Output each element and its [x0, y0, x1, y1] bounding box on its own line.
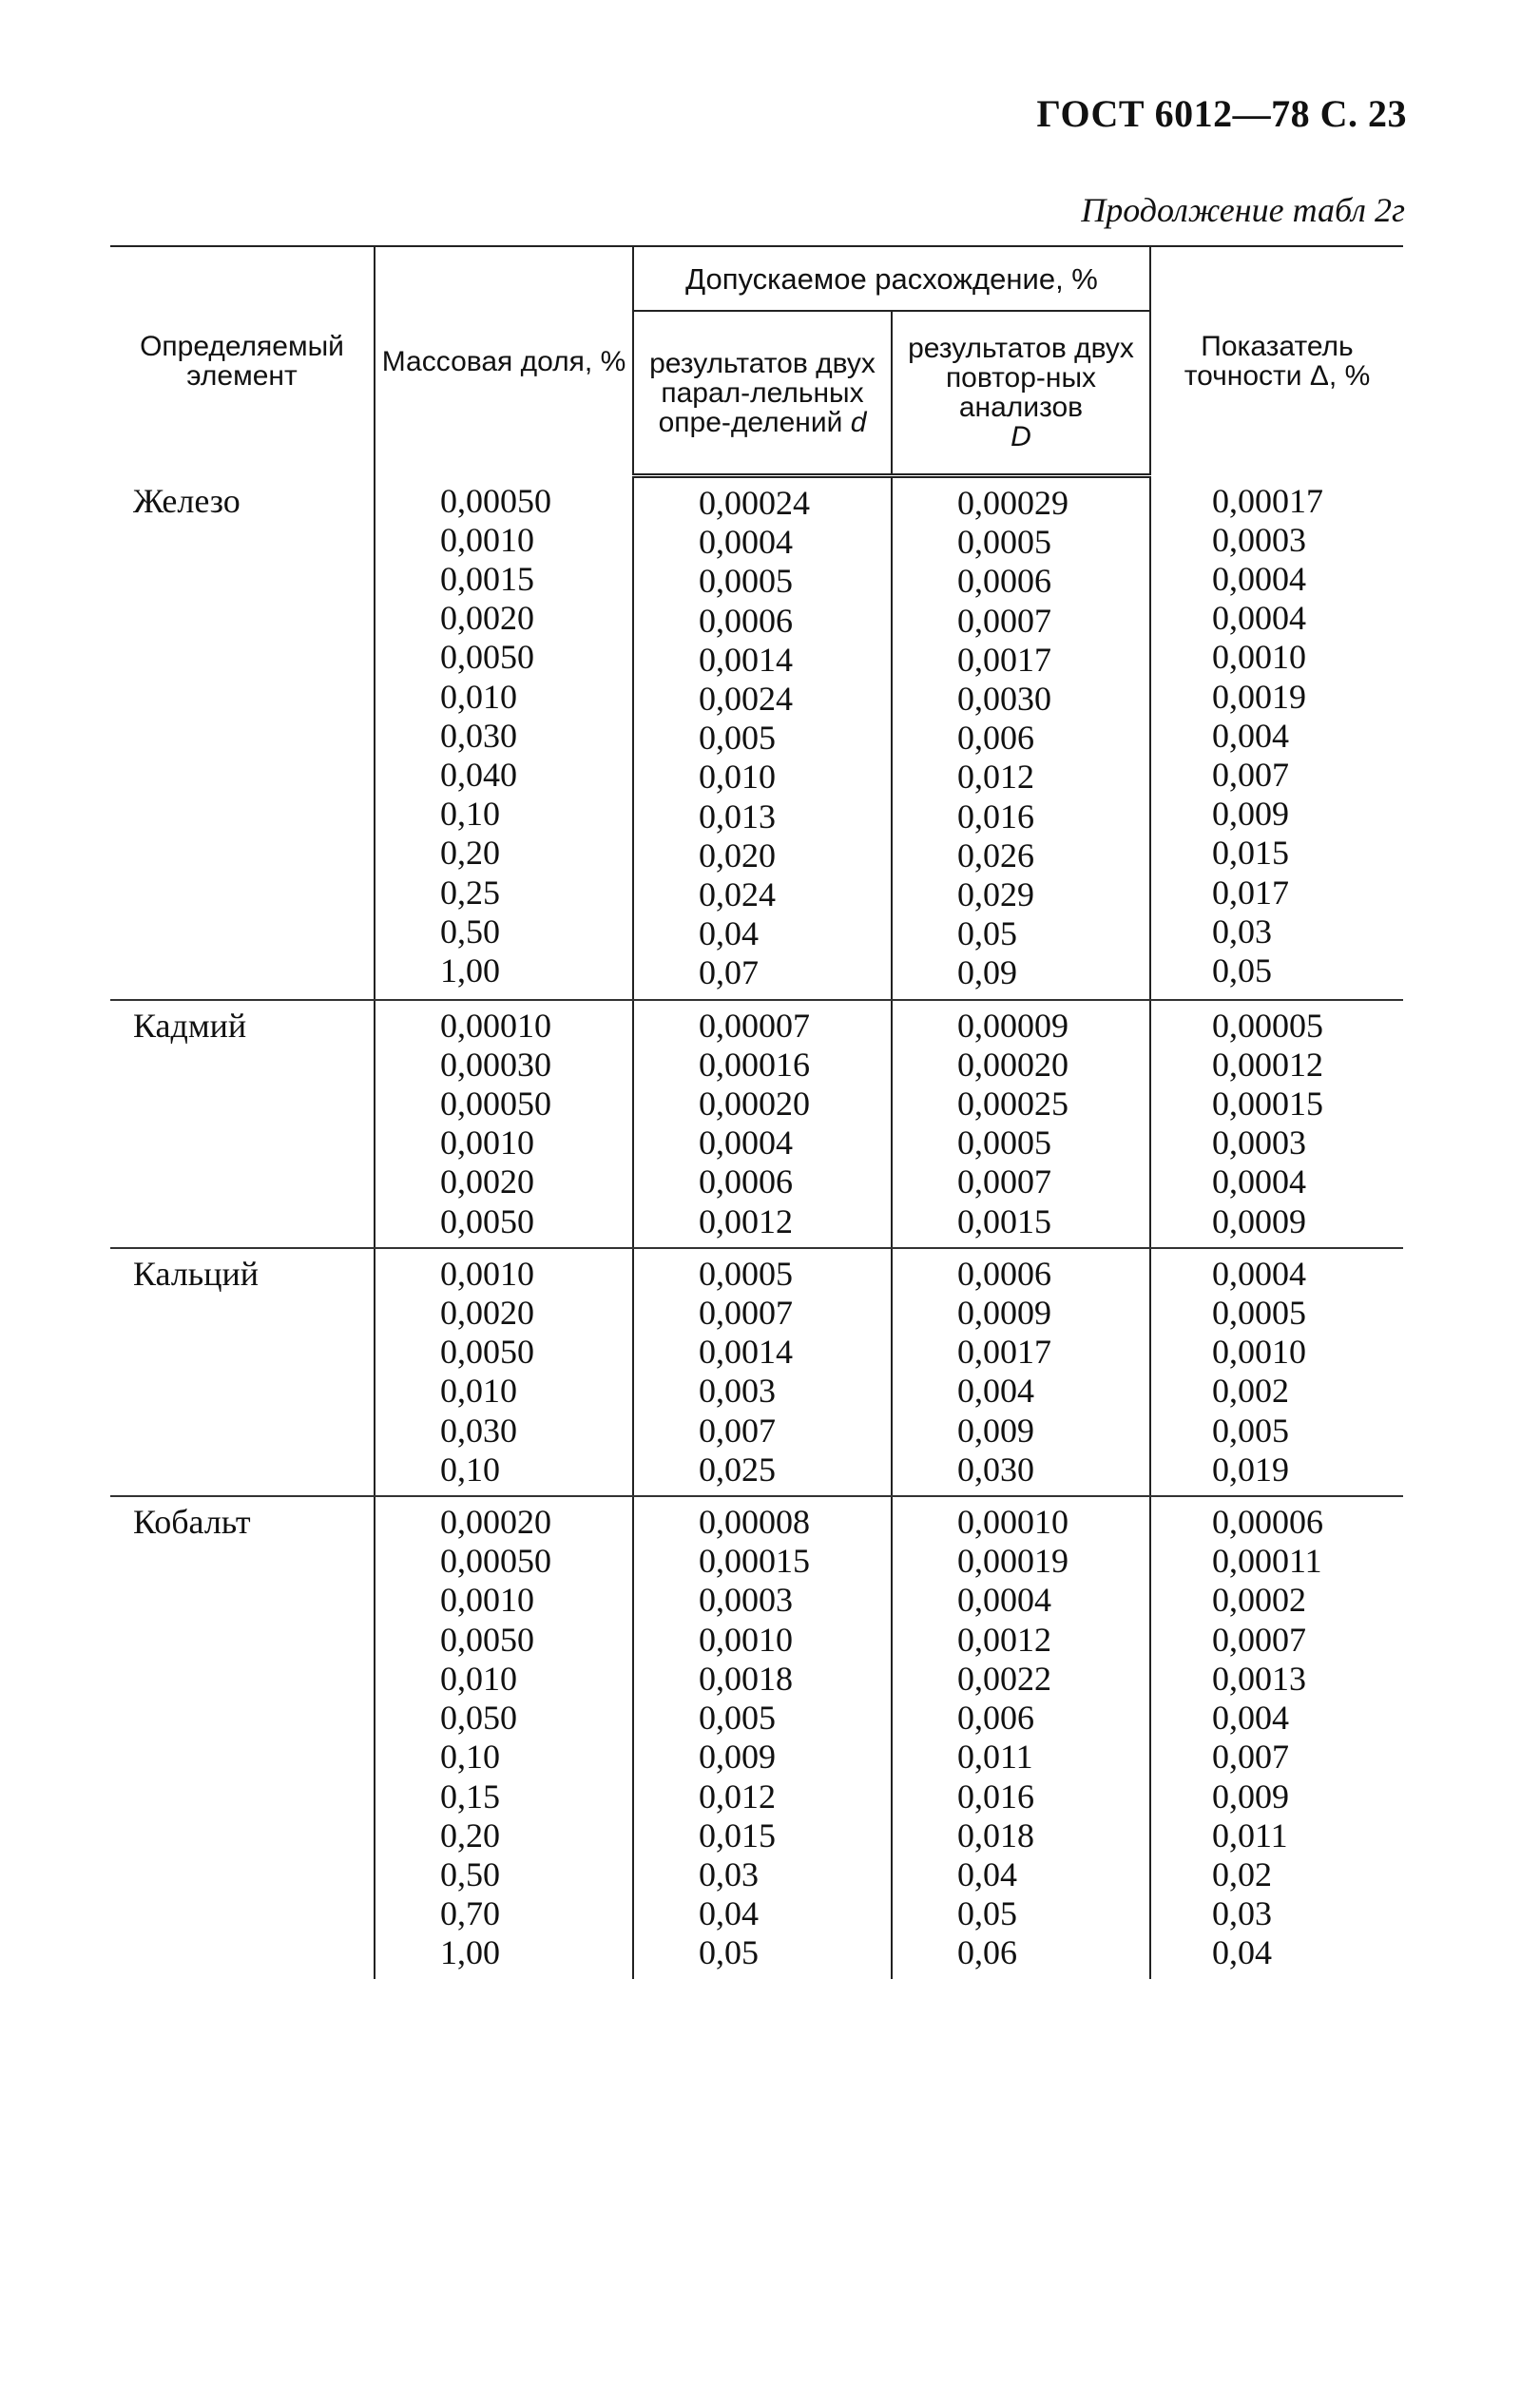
mass-fraction-value: 0,0050	[440, 1201, 534, 1240]
element-group-row	[110, 1000, 1403, 1248]
mass-fraction-value: 0,0050	[440, 1620, 534, 1659]
accuracy-index-value: 0,03	[1212, 912, 1272, 951]
parallel-discrepancy-cell	[633, 1000, 892, 1248]
accuracy-index-value: 0,004	[1212, 1699, 1289, 1738]
accuracy-index-value: 0,009	[1212, 1777, 1289, 1816]
parallel-discrepancy-value: 0,0003	[699, 1581, 793, 1620]
parallel-discrepancy-value: 0,0004	[699, 1124, 793, 1163]
accuracy-index-value: 0,00011	[1212, 1542, 1322, 1581]
header-parallel-text: результатов двух парал-лельных опре-делений	[649, 347, 876, 438]
repeat-discrepancy-cell	[892, 1248, 1150, 1496]
parallel-discrepancy-value: 0,0006	[699, 1163, 793, 1201]
accuracy-index-value: 0,0002	[1212, 1581, 1306, 1620]
header-accuracy: Показатель точности Δ, %	[1150, 246, 1403, 476]
table-body	[110, 476, 1403, 1979]
parallel-discrepancy-value: 0,05	[699, 1933, 759, 1972]
parallel-discrepancy-value: 0,04	[699, 1894, 759, 1933]
repeat-discrepancy-value: 0,009	[957, 1411, 1034, 1450]
parallel-discrepancy-value: 0,010	[699, 758, 776, 797]
parallel-discrepancy-value: 0,00015	[699, 1542, 810, 1581]
repeat-discrepancy-value: 0,006	[957, 719, 1034, 758]
mass-fraction-value: 1,00	[440, 1933, 500, 1972]
repeat-discrepancy-value: 0,0012	[957, 1620, 1051, 1659]
repeat-discrepancy-value: 0,0005	[957, 1124, 1051, 1163]
element-group-row	[110, 1248, 1403, 1496]
element-name: Кадмий	[133, 1006, 247, 1045]
mass-fraction-value: 0,010	[440, 1659, 517, 1698]
parallel-discrepancy-value: 0,0006	[699, 601, 793, 640]
accuracy-index-value: 0,011	[1212, 1816, 1288, 1855]
element-name: Железо	[133, 481, 241, 520]
accuracy-index-value: 0,0004	[1212, 1254, 1306, 1293]
accuracy-index-cell	[1150, 1248, 1403, 1496]
accuracy-index-value: 0,00017	[1212, 481, 1323, 520]
accuracy-index-value: 0,0004	[1212, 559, 1306, 598]
element-name: Кобальт	[133, 1503, 251, 1542]
accuracy-index-value: 0,009	[1212, 795, 1289, 834]
accuracy-index-value: 0,00006	[1212, 1503, 1323, 1542]
mass-fraction-value: 0,10	[440, 1450, 500, 1489]
repeat-discrepancy-value: 0,0006	[957, 1254, 1051, 1293]
parallel-discrepancy-value: 0,03	[699, 1855, 759, 1893]
mass-fraction-value: 0,10	[440, 1738, 500, 1777]
mass-fraction-value: 0,040	[440, 755, 517, 794]
repeat-discrepancy-value: 0,016	[957, 1777, 1034, 1816]
repeat-discrepancy-cell	[892, 1496, 1150, 1978]
accuracy-index-cell	[1150, 1000, 1403, 1248]
repeat-discrepancy-value: 0,0007	[957, 1163, 1051, 1201]
parallel-discrepancy-value: 0,012	[699, 1777, 776, 1816]
mass-fraction-value: 0,00050	[440, 1085, 551, 1124]
repeat-discrepancy-value: 0,0007	[957, 601, 1051, 640]
parallel-discrepancy-value: 0,013	[699, 797, 776, 836]
accuracy-index-value: 0,015	[1212, 834, 1289, 873]
accuracy-index-value: 0,03	[1212, 1894, 1272, 1933]
tolerance-table	[110, 245, 1403, 1979]
mass-fraction-value: 0,50	[440, 912, 500, 951]
parallel-discrepancy-value: 0,005	[699, 719, 776, 758]
accuracy-index-value: 0,02	[1212, 1855, 1272, 1893]
mass-fraction-value: 0,00020	[440, 1503, 551, 1542]
parallel-discrepancy-value: 0,0007	[699, 1294, 793, 1333]
accuracy-index-value: 0,0010	[1212, 638, 1306, 677]
repeat-discrepancy-value: 0,00019	[957, 1542, 1068, 1581]
accuracy-index-value: 0,0019	[1212, 677, 1306, 716]
repeat-discrepancy-value: 0,00009	[957, 1006, 1068, 1045]
repeat-discrepancy-value: 0,0030	[957, 680, 1051, 719]
parallel-discrepancy-cell	[633, 1248, 892, 1496]
header-mass-fraction: Массовая доля, %	[375, 246, 633, 476]
accuracy-index-value: 0,0004	[1212, 599, 1306, 638]
parallel-discrepancy-value: 0,024	[699, 875, 776, 914]
element-name-cell	[110, 1496, 375, 1978]
element-group-row	[110, 476, 1403, 1000]
mass-fraction-value: 0,0010	[440, 1581, 534, 1620]
mass-fraction-value: 0,00030	[440, 1045, 551, 1084]
repeat-discrepancy-cell	[892, 1000, 1150, 1248]
mass-fraction-value: 0,15	[440, 1777, 500, 1816]
parallel-discrepancy-value: 0,00007	[699, 1006, 810, 1045]
accuracy-index-value: 0,05	[1212, 951, 1272, 990]
accuracy-index-value: 0,0007	[1212, 1620, 1306, 1659]
mass-fraction-value: 0,050	[440, 1699, 517, 1738]
accuracy-index-value: 0,007	[1212, 1738, 1289, 1777]
accuracy-index-value: 0,0013	[1212, 1659, 1306, 1698]
parallel-discrepancy-value: 0,005	[699, 1699, 776, 1738]
mass-fraction-value: 0,00050	[440, 1542, 551, 1581]
mass-fraction-value: 0,50	[440, 1855, 500, 1893]
mass-fraction-value: 0,20	[440, 834, 500, 873]
mass-fraction-value: 0,0050	[440, 638, 534, 677]
parallel-discrepancy-value: 0,0018	[699, 1659, 793, 1698]
parallel-discrepancy-value: 0,04	[699, 914, 759, 953]
mass-fraction-cell	[375, 1248, 633, 1496]
repeat-discrepancy-value: 0,004	[957, 1372, 1034, 1411]
parallel-discrepancy-value: 0,007	[699, 1411, 776, 1450]
accuracy-index-value: 0,004	[1212, 716, 1289, 755]
mass-fraction-value: 0,00050	[440, 481, 551, 520]
parallel-discrepancy-cell	[633, 476, 892, 1000]
parallel-discrepancy-value: 0,0014	[699, 1333, 793, 1372]
parallel-discrepancy-value: 0,00020	[699, 1085, 810, 1124]
repeat-discrepancy-value: 0,0009	[957, 1294, 1051, 1333]
repeat-discrepancy-value: 0,012	[957, 758, 1034, 797]
mass-fraction-cell	[375, 476, 633, 1000]
mass-fraction-value: 0,70	[440, 1894, 500, 1933]
repeat-discrepancy-value: 0,029	[957, 875, 1034, 914]
mass-fraction-value: 0,0010	[440, 520, 534, 559]
mass-fraction-value: 0,25	[440, 873, 500, 912]
mass-fraction-cell	[375, 1000, 633, 1248]
mass-fraction-value: 0,0010	[440, 1124, 534, 1163]
header-allowed-discrepancy: Допускаемое расхождение, %	[633, 246, 1150, 311]
mass-fraction-value: 0,030	[440, 716, 517, 755]
accuracy-index-value: 0,017	[1212, 873, 1289, 912]
repeat-discrepancy-value: 0,00025	[957, 1085, 1068, 1124]
mass-fraction-value: 0,010	[440, 677, 517, 716]
parallel-discrepancy-value: 0,00008	[699, 1503, 810, 1542]
repeat-discrepancy-value: 0,05	[957, 914, 1017, 953]
accuracy-index-value: 0,002	[1212, 1372, 1289, 1411]
mass-fraction-value: 0,10	[440, 795, 500, 834]
mass-fraction-value: 1,00	[440, 951, 500, 990]
repeat-discrepancy-value: 0,00010	[957, 1503, 1068, 1542]
accuracy-index-value: 0,0010	[1212, 1333, 1306, 1372]
mass-fraction-value: 0,0020	[440, 1163, 534, 1201]
accuracy-index-cell	[1150, 476, 1403, 1000]
header-repeat-results	[892, 311, 1150, 476]
repeat-discrepancy-value: 0,011	[957, 1738, 1033, 1777]
header-repeat-symbol: D	[1011, 421, 1031, 452]
mass-fraction-value: 0,0020	[440, 1294, 534, 1333]
accuracy-index-value: 0,00005	[1212, 1006, 1323, 1045]
header-repeat-text: результатов двух повтор-ных анализов	[908, 333, 1134, 423]
repeat-discrepancy-value: 0,05	[957, 1894, 1017, 1933]
parallel-discrepancy-value: 0,009	[699, 1738, 776, 1777]
data-table	[110, 245, 1403, 1979]
repeat-discrepancy-cell	[892, 476, 1150, 1000]
accuracy-index-value: 0,0004	[1212, 1163, 1306, 1201]
repeat-discrepancy-value: 0,0017	[957, 1333, 1051, 1372]
parallel-discrepancy-value: 0,025	[699, 1450, 776, 1489]
element-name: Кальций	[133, 1254, 260, 1293]
parallel-discrepancy-value: 0,0004	[699, 523, 793, 562]
repeat-discrepancy-value: 0,0017	[957, 640, 1051, 679]
accuracy-index-value: 0,007	[1212, 755, 1289, 794]
parallel-discrepancy-value: 0,020	[699, 836, 776, 874]
repeat-discrepancy-value: 0,09	[957, 953, 1017, 992]
mass-fraction-value: 0,00010	[440, 1006, 551, 1045]
repeat-discrepancy-value: 0,026	[957, 836, 1034, 874]
mass-fraction-value: 0,0015	[440, 559, 534, 598]
element-name-cell	[110, 1000, 375, 1248]
repeat-discrepancy-value: 0,0005	[957, 523, 1051, 562]
header-element: Определяемый элемент	[110, 246, 375, 476]
element-name-cell	[110, 476, 375, 1000]
repeat-discrepancy-value: 0,04	[957, 1855, 1017, 1893]
accuracy-index-value: 0,00012	[1212, 1045, 1323, 1084]
parallel-discrepancy-cell	[633, 1496, 892, 1978]
repeat-discrepancy-value: 0,018	[957, 1816, 1034, 1855]
parallel-discrepancy-value: 0,003	[699, 1372, 776, 1411]
mass-fraction-cell	[375, 1496, 633, 1978]
accuracy-index-value: 0,0009	[1212, 1201, 1306, 1240]
parallel-discrepancy-value: 0,0005	[699, 562, 793, 601]
repeat-discrepancy-value: 0,0004	[957, 1581, 1051, 1620]
element-group-row	[110, 1496, 1403, 1978]
accuracy-index-value: 0,005	[1212, 1411, 1289, 1450]
repeat-discrepancy-value: 0,006	[957, 1699, 1034, 1738]
header-parallel-results	[633, 311, 892, 476]
header-parallel-symbol: d	[850, 406, 867, 438]
table-continuation-label: Продолжение табл 2г	[1081, 191, 1405, 229]
repeat-discrepancy-value: 0,00029	[957, 484, 1068, 522]
mass-fraction-value: 0,20	[440, 1816, 500, 1855]
accuracy-index-cell	[1150, 1496, 1403, 1978]
accuracy-index-value: 0,0005	[1212, 1294, 1306, 1333]
mass-fraction-value: 0,0010	[440, 1254, 534, 1293]
mass-fraction-value: 0,0020	[440, 599, 534, 638]
repeat-discrepancy-value: 0,06	[957, 1933, 1017, 1972]
repeat-discrepancy-value: 0,0015	[957, 1201, 1051, 1240]
accuracy-index-value: 0,0003	[1212, 1124, 1306, 1163]
element-name-cell	[110, 1248, 375, 1496]
repeat-discrepancy-value: 0,0022	[957, 1659, 1051, 1698]
accuracy-index-value: 0,04	[1212, 1933, 1272, 1972]
parallel-discrepancy-value: 0,0005	[699, 1254, 793, 1293]
parallel-discrepancy-value: 0,0024	[699, 680, 793, 719]
parallel-discrepancy-value: 0,00016	[699, 1045, 810, 1084]
mass-fraction-value: 0,0050	[440, 1333, 534, 1372]
parallel-discrepancy-value: 0,015	[699, 1816, 776, 1855]
parallel-discrepancy-value: 0,0010	[699, 1620, 793, 1659]
accuracy-index-value: 0,00015	[1212, 1085, 1323, 1124]
repeat-discrepancy-value: 0,00020	[957, 1045, 1068, 1084]
mass-fraction-value: 0,030	[440, 1411, 517, 1450]
parallel-discrepancy-value: 0,07	[699, 953, 759, 992]
repeat-discrepancy-value: 0,0006	[957, 562, 1051, 601]
repeat-discrepancy-value: 0,030	[957, 1450, 1034, 1489]
accuracy-index-value: 0,019	[1212, 1450, 1289, 1489]
parallel-discrepancy-value: 0,00024	[699, 484, 810, 522]
repeat-discrepancy-value: 0,016	[957, 797, 1034, 836]
mass-fraction-value: 0,010	[440, 1372, 517, 1411]
page-header: ГОСТ 6012—78 С. 23	[1036, 92, 1407, 135]
parallel-discrepancy-value: 0,0014	[699, 640, 793, 679]
accuracy-index-value: 0,0003	[1212, 520, 1306, 559]
parallel-discrepancy-value: 0,0012	[699, 1201, 793, 1240]
